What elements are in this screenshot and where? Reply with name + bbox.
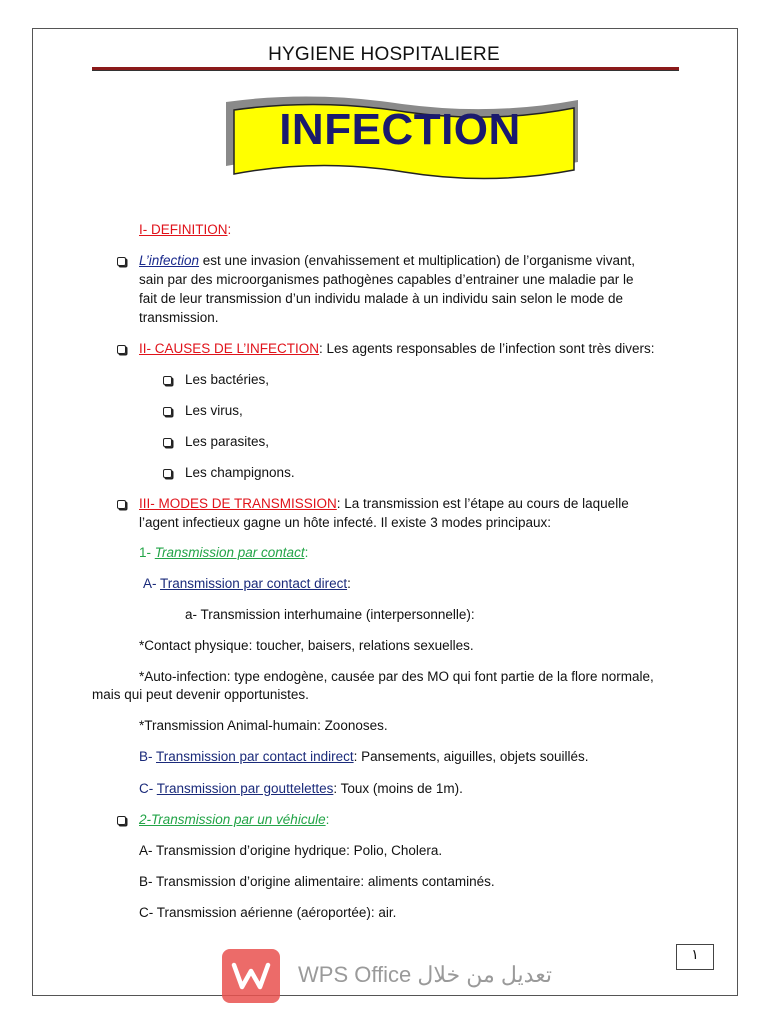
contact-direct-title: Transmission par contact direct — [160, 576, 348, 591]
gouttelettes-title: Transmission par gouttelettes — [156, 781, 334, 796]
vehicule-b-line: B- Transmission d’origine alimentaire: aliments contaminés. — [139, 874, 495, 889]
definition-paragraph: L’infection est une invasion (envahissement et multiplication) de l’organisme vivant, sain par des microorganismes pathogènes capables d’entrainer une maladie par le fait de leur transmission d’un individu malade à un individu sain selon le mode de transmission. — [139, 253, 636, 325]
interhumaine-line: a- Transmission interhumaine (interpersonnelle): — [185, 607, 475, 622]
header-title: HYGIENE HOSPITALIERE — [268, 44, 500, 65]
contact-indirect-title: Transmission par contact indirect — [156, 749, 354, 764]
vehicule-c-line: C- Transmission aérienne (aéroportée): air. — [139, 905, 397, 920]
section3-paragraph: III- MODES DE TRANSMISSION: La transmission est l’étape au cours de laquelle l’agent infectieux gagne un hôte infecté. Il existe 3 modes principaux: — [139, 496, 629, 530]
banner-title: INFECTION — [279, 105, 521, 154]
cause-item: Les virus, — [185, 403, 243, 418]
contact-heading: 1- Transmission par contact: — [139, 545, 309, 560]
bullet-icon — [117, 816, 126, 825]
contact-direct-heading: A- Transmission par contact direct: — [143, 576, 351, 591]
section1-heading: I- DEFINITION: — [139, 222, 232, 237]
section1-title: I- DEFINITION — [139, 222, 228, 237]
vehicule-title: 2-Transmission par un véhicule — [139, 812, 326, 827]
section2-title: II- CAUSES DE L’INFECTION — [139, 341, 320, 356]
bullet-icon — [117, 257, 126, 266]
section2-line: II- CAUSES DE L’INFECTION: Les agents responsables de l’infection sont très divers: — [139, 341, 655, 356]
header-rule — [92, 67, 679, 71]
cause-item: Les bactéries, — [185, 372, 270, 387]
bullet-icon — [117, 500, 126, 509]
bullet-icon — [163, 438, 172, 447]
vehicule-heading: 2-Transmission par un véhicule: — [139, 812, 330, 827]
definition-term: L’infection — [139, 253, 200, 268]
vehicule-a-line: A- Transmission d’origine hydrique: Polio, Cholera. — [139, 843, 443, 858]
cause-item: Les champignons. — [185, 465, 295, 480]
zoonoses-line: *Transmission Animal-humain: Zoonoses. — [139, 718, 388, 733]
cause-item: Les parasites, — [185, 434, 270, 449]
bullet-icon — [163, 469, 172, 478]
contact-indirect-line: B- Transmission par contact indirect: Pansements, aiguilles, objets souillés. — [139, 749, 589, 764]
auto-infection-line: *Auto-infection: type endogène, causée par des MO qui font partie de la flore normale, — [139, 669, 654, 684]
contact-title: Transmission par contact — [154, 545, 305, 560]
section3-title: III- MODES DE TRANSMISSION — [139, 496, 337, 511]
bullet-icon — [117, 345, 126, 354]
contact-physique-line: *Contact physique: toucher, baisers, relations sexuelles. — [139, 638, 474, 653]
page-number: ١ — [691, 946, 699, 962]
wps-logo-icon — [222, 949, 280, 1003]
auto-infection-line-2: mais qui peut devenir opportunistes. — [92, 687, 309, 702]
wps-watermark-text: WPS Office تعديل من خلال — [298, 962, 552, 987]
bullet-icon — [163, 376, 172, 385]
bullet-icon — [163, 407, 172, 416]
gouttelettes-line: C- Transmission par gouttelettes: Toux (moins de 1m). — [139, 781, 463, 796]
